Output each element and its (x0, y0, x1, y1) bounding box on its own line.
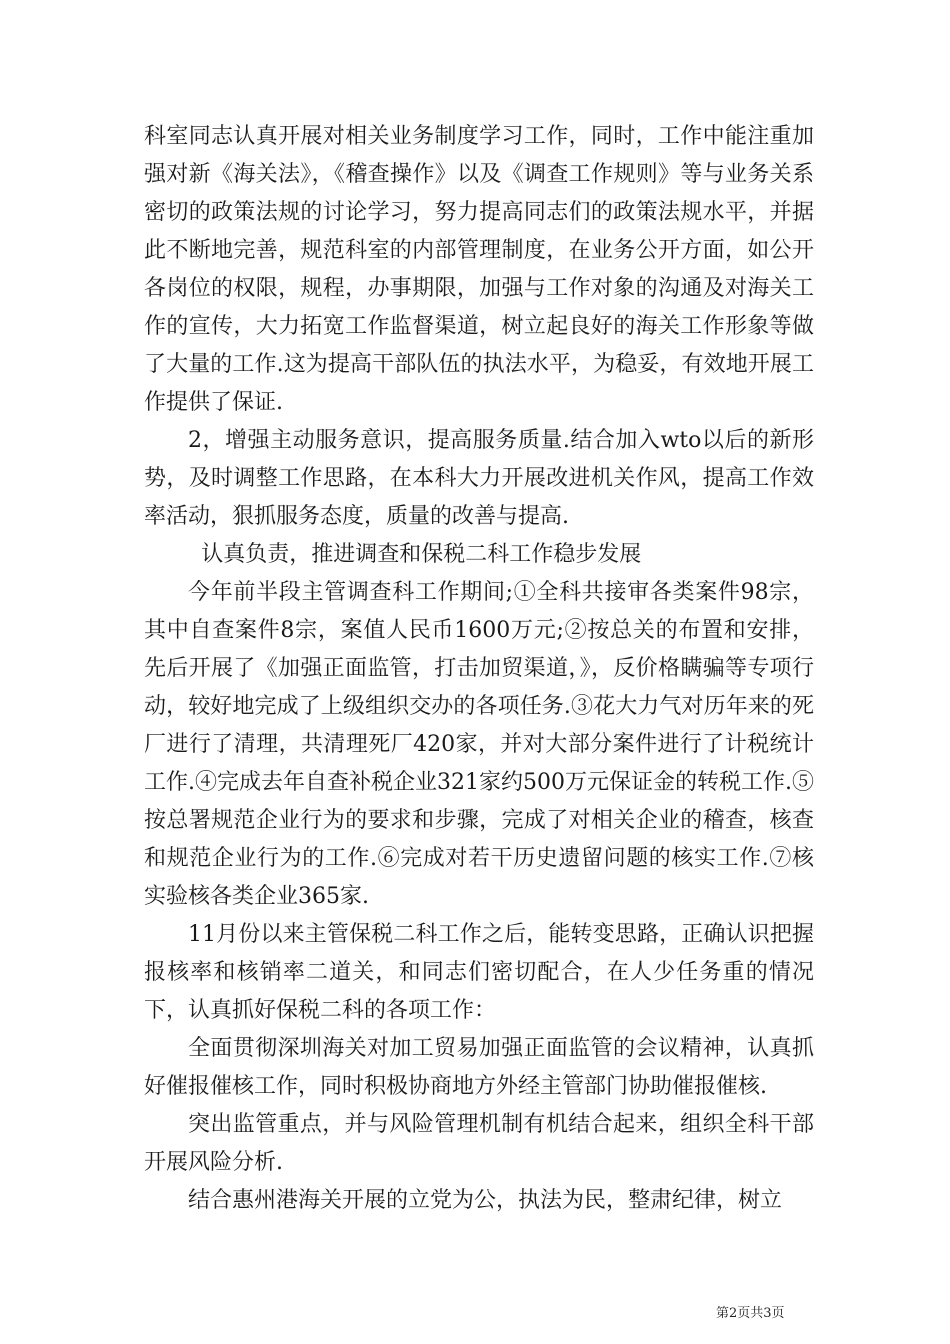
paragraph-1: 科室同志认真开展对相关业务制度学习工作，同时，工作中能注重加强对新《海关法》，《稽查操作》以及《调查工作规则》等与业务关系密切的政策法规的讨论学习，努力提高同志们的政策法规水平，并据此不断地完善，规范科室的内部管理制度，在业务公开方面，如公开各岗位的权限，规程，办事期限，加强与工作对象的沟通及对海关工作的宣传，大力拓宽工作监督渠道，树立起良好的海关工作形象等做了大量的工作.这为提高干部队伍的执法水平，为稳妥，有效地开展工作提供了保证. (144, 124, 814, 415)
document-body (144, 118, 814, 1220)
page-number-footer: 第2页共3页 (716, 1306, 785, 1321)
paragraph-4: 11月份以来主管保税二科工作之后，能转变思路，正确认识把握报核率和核销率二道关，和同志们密切配合，在人少任务重的情况下，认真抓好保税二科的各项工作： (144, 922, 814, 1023)
paragraph-5: 全面贯彻深圳海关对加工贸易加强正面监管的会议精神，认真抓好催报催核工作，同时积极协商地方外经主管部门协助催报催核. (144, 1036, 814, 1099)
paragraph-7: 结合惠州港海关开展的立党为公，执法为民，整肃纪律，树立 (188, 1188, 783, 1213)
paragraph-2: 2，增强主动服务意识，提高服务质量.结合加入wto以后的新形势，及时调整工作思路，在本科大力开展改进机关作风，提高工作效率活动，狠抓服务态度，质量的改善与提高. (144, 428, 814, 529)
section-heading: 认真负责，推进调查和保税二科工作稳步发展 (201, 542, 642, 567)
paragraph-6: 突出监管重点，并与风险管理机制有机结合起来，组织全科干部开展风险分析. (144, 1112, 814, 1175)
paragraph-3: 今年前半段主管调查科工作期间;①全科共接审各类案件98宗，其中自查案件8宗，案值人民币1600万元;②按总关的布置和安排，先后开展了《加强正面监管，打击加贸渠道，》，反价格瞒骗等专项行动，较好地完成了上级组织交办的各项任务.③花大力气对历年来的死厂进行了清理，共清理死厂420家，并对大部分案件进行了计税统计工作.④完成去年自查补税企业321家约500万元保证金的转税工作.⑤按总署规范企业行为的要求和步骤，完成了对相关企业的稽查，核查和规范企业行为的工作.⑥完成对若干历史遗留问题的核实工作.⑦核实验核各类企业365家. (144, 580, 814, 909)
